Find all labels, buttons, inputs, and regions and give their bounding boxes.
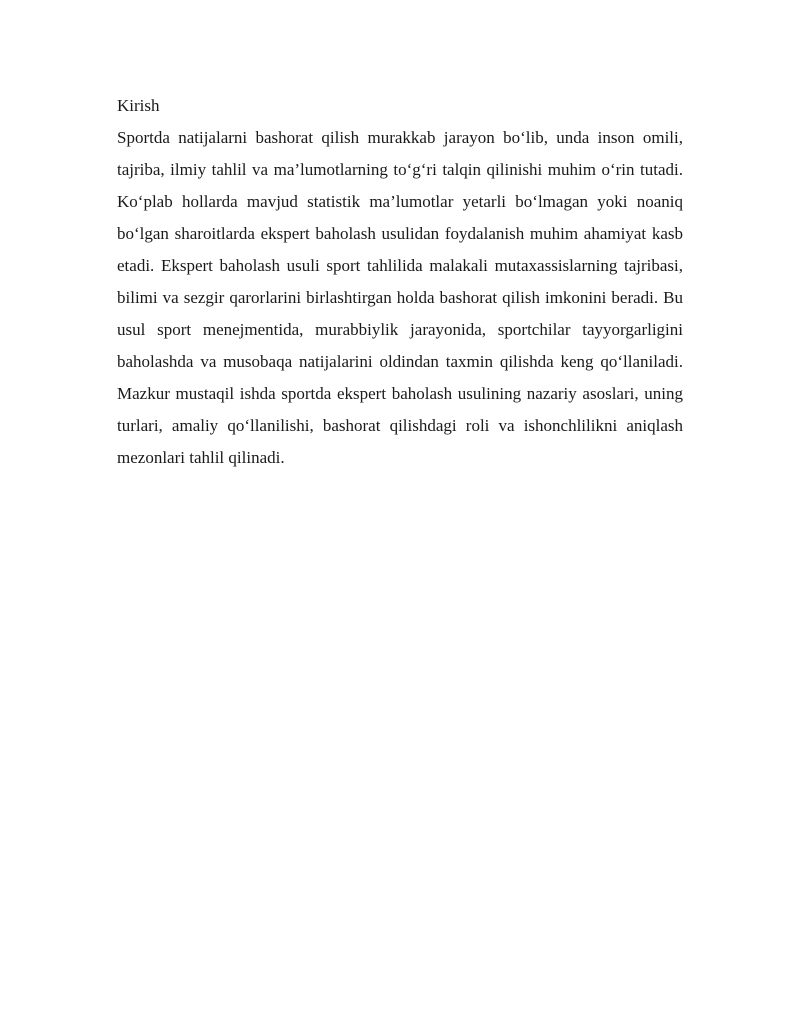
section-heading: Kirish	[117, 96, 160, 115]
paragraph-intro: Sportda natijalarni bashorat qilish murakkab jarayon bo‘lib, unda inson omili, tajriba, ilmiy tahlil va ma’lumotlarning to‘g‘ri talqin qilinishi muhim o‘rin tutadi. Ko‘plab hollarda mavjud statistik ma’lumotlar yetarli bo‘lmagan yoki noaniq bo‘lgan sharoitlarda ekspert baholash usulidan foydalanish muhim ahamiyat kasb etadi. Ekspert baholash usuli sport tahlilida malakali mutaxassislarning tajribasi, bilimi va sezgir qarorlarini birlashtirgan holda bashorat qilish imkonini beradi. Bu usul sport menejmentida, murabbiylik jarayonida, sportchilar tayyorgarligini baholashda va musobaqa natijalarini oldindan taxmin qilishda keng qo‘llaniladi.	[117, 128, 683, 371]
document-body	[117, 90, 683, 474]
paragraph-scope: Mazkur mustaqil ishda sportda ekspert baholash usulining nazariy asoslari, uning turlari, amaliy qo‘llanilishi, bashorat qilishdagi roli va ishonchlilikni aniqlash mezonlari tahlil qilinadi.	[117, 384, 683, 467]
